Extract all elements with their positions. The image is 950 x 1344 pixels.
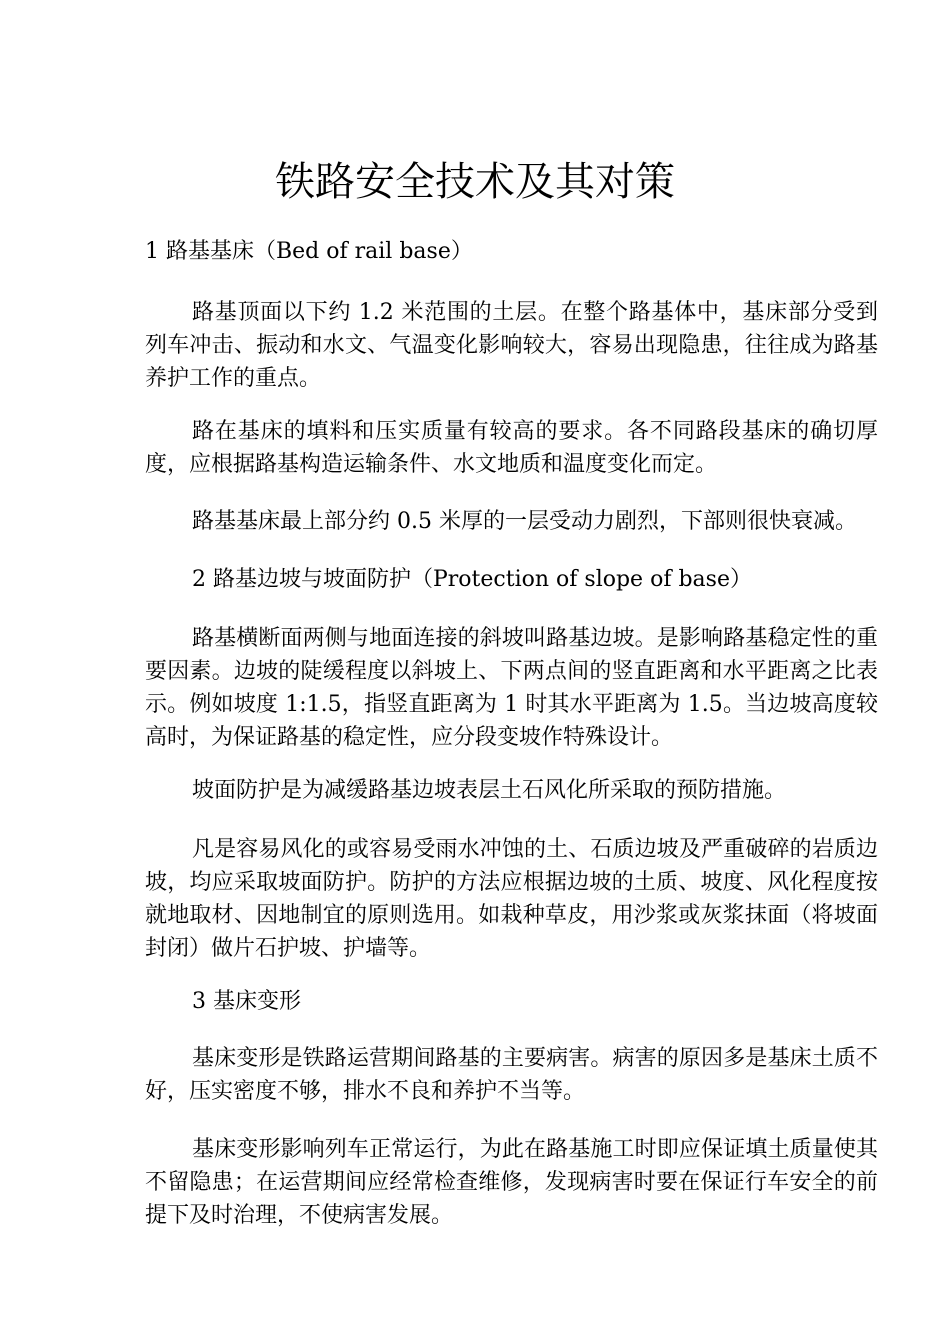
- section-heading-3: 3 基床变形: [192, 989, 301, 1014]
- section-heading-2: 2 路基边坡与坡面防护（Protection of slope of base）: [192, 567, 752, 592]
- paragraph-5: 坡面防护是为减缓路基边坡表层土石风化所采取的预防措施。: [192, 778, 787, 803]
- paragraph-2: 路在基床的填料和压实质量有较高的要求。各不同路段基床的确切厚度，应根据路基构造运输条件、水文地质和温度变化而定。: [145, 419, 878, 477]
- paragraph-3: 路基基床最上部分约 0.5 米厚的一层受动力剧烈，下部则很快衰减。: [192, 509, 857, 534]
- paragraph-6: 凡是容易风化的或容易受雨水冲蚀的土、石质边坡及严重破碎的岩质边坡，均应采取坡面防护。防护的方法应根据边坡的土质、坡度、风化程度按就地取材、因地制宜的原则选用。如栽种草皮，用沙浆或灰浆抹面（将坡面封闭）做片石护坡、护墙等。: [145, 837, 878, 961]
- document-title: 铁路安全技术及其对策: [275, 159, 675, 205]
- section-heading-1: 1 路基基床（Bed of rail base）: [145, 239, 473, 264]
- paragraph-4: 路基横断面两侧与地面连接的斜坡叫路基边坡。是影响路基稳定性的重要因素。边坡的陡缓程度以斜坡上、下两点间的竖直距离和水平距离之比表示。例如坡度 1:1.5，指竖直距离为 1 时其水平距离为 1.5。当边坡高度较高时，为保证路基的稳定性，应分段变坡作特殊设计。: [145, 626, 878, 750]
- paragraph-8: 基床变形影响列车正常运行，为此在路基施工时即应保证填土质量使其不留隐患；在运营期间应经常检查维修，发现病害时要在保证行车安全的前提下及时治理，不使病害发展。: [145, 1137, 878, 1228]
- paragraph-7: 基床变形是铁路运营期间路基的主要病害。病害的原因多是基床土质不好，压实密度不够，排水不良和养护不当等。: [145, 1046, 878, 1104]
- paragraph-1: 路基顶面以下约 1.2 米范围的土层。在整个路基体中，基床部分受到列车冲击、振动和水文、气温变化影响较大，容易出现隐患，往往成为路基养护工作的重点。: [145, 300, 878, 391]
